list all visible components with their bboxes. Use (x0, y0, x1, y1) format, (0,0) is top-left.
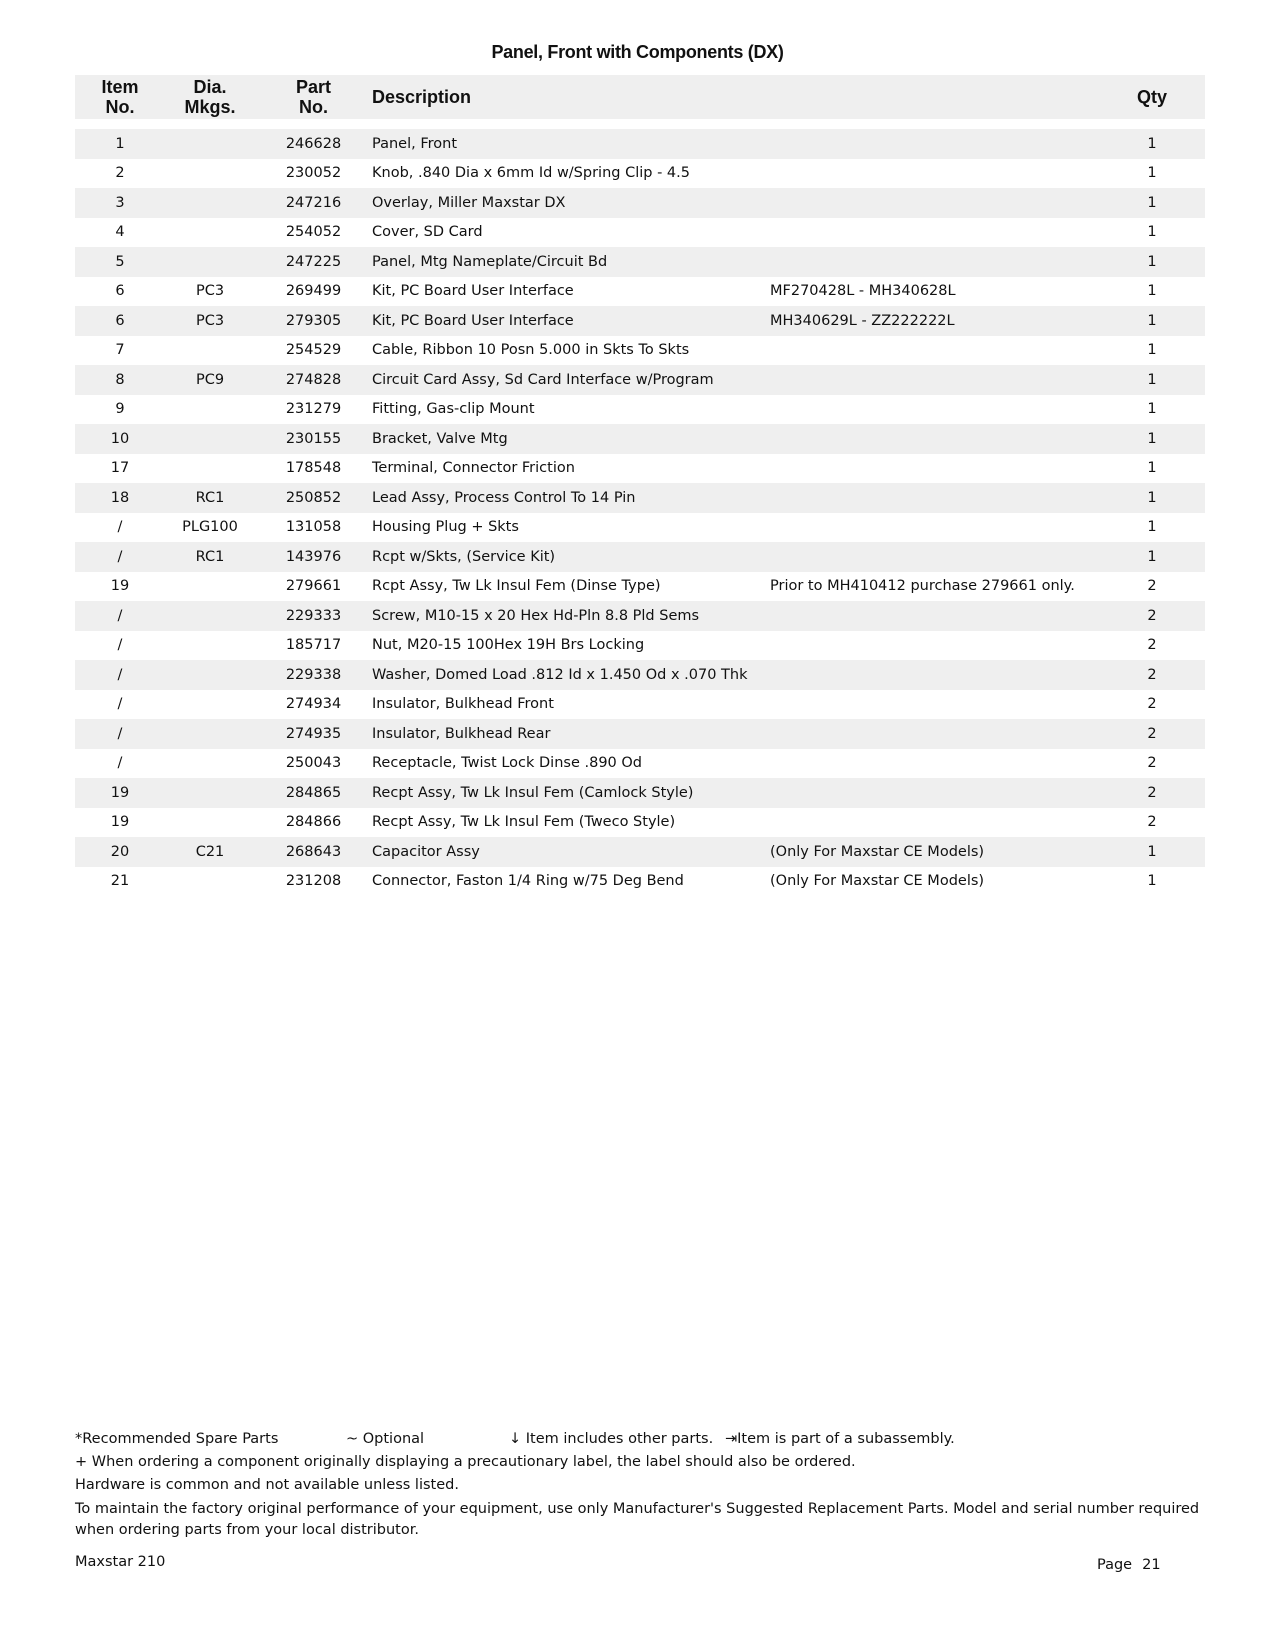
dia-mkgs-cell (165, 129, 255, 159)
dia-mkgs-cell (165, 631, 255, 661)
part-no-cell: 131058 (285, 519, 342, 536)
dia-mkgs-cell (165, 218, 255, 248)
qty-cell: 2 (1099, 778, 1205, 808)
header-part-line2: No. (299, 97, 328, 117)
footer-notes (75, 1428, 1205, 1541)
part-no-cell: 268643 (255, 837, 372, 867)
description-cell: Capacitor Assy (372, 837, 770, 867)
qty-cell: 1 (1147, 283, 1157, 300)
qty-cell: 1 (1147, 342, 1157, 359)
note-cell (770, 631, 1099, 661)
qty-cell: 2 (1147, 755, 1157, 772)
qty-cell: 1 (1099, 483, 1205, 513)
dia-mkgs-cell (165, 395, 255, 425)
item-no-cell: 3 (75, 188, 165, 218)
note-cell (770, 690, 1099, 720)
qty-cell: 2 (1099, 660, 1205, 690)
description-cell: Rcpt w/Skts, (Service Kit) (372, 542, 770, 572)
item-no-cell: 5 (75, 247, 165, 277)
legend-spare-parts: *Recommended Spare Parts (75, 1431, 279, 1447)
header-note (770, 75, 1099, 119)
part-no-cell: 229333 (255, 601, 372, 631)
dia-mkgs-cell (165, 867, 255, 897)
table-row (75, 837, 1205, 867)
part-no-cell: 231208 (285, 873, 342, 890)
qty-cell: 1 (1147, 165, 1157, 182)
item-no-cell: 4 (115, 224, 125, 241)
part-no-cell: 247225 (255, 247, 372, 277)
part-no-cell: 230052 (285, 165, 342, 182)
item-no-cell: 10 (75, 424, 165, 454)
note-cell (770, 778, 1099, 808)
item-no-cell: / (117, 696, 123, 713)
table-spacer (75, 119, 1205, 129)
note-cell (770, 188, 1099, 218)
dia-mkgs-cell (165, 247, 255, 277)
note-cell: (Only For Maxstar CE Models) (770, 837, 1099, 867)
qty-cell: 1 (1099, 542, 1205, 572)
item-no-cell: 6 (75, 306, 165, 336)
qty-cell: 1 (1147, 460, 1157, 477)
page-label: Page (1097, 1557, 1133, 1573)
qty-cell: 1 (1099, 365, 1205, 395)
qty-cell: 1 (1147, 224, 1157, 241)
part-no-cell: 178548 (285, 460, 342, 477)
table-row (75, 660, 1205, 690)
dia-mkgs-cell (165, 749, 255, 779)
description-cell: Receptacle, Twist Lock Dinse .890 Od (372, 755, 642, 772)
item-no-cell: 20 (75, 837, 165, 867)
legend-line (75, 1428, 1205, 1451)
description-cell: Cable, Ribbon 10 Posn 5.000 in Skts To Skts (372, 342, 690, 359)
dia-mkgs-cell (165, 690, 255, 720)
table-row (75, 395, 1205, 425)
table-row (75, 159, 1205, 189)
dia-mkgs-cell: PC3 (195, 283, 225, 300)
description-cell: Panel, Front (372, 129, 770, 159)
part-no-cell: 269499 (285, 283, 342, 300)
legend-part-of-subassembly: ⇥Item is part of a subassembly. (725, 1431, 955, 1447)
description-cell: Insulator, Bulkhead Rear (372, 719, 770, 749)
part-no-cell: 231279 (285, 401, 342, 418)
table-row (75, 365, 1205, 395)
table-row (75, 808, 1205, 838)
item-no-cell: 8 (75, 365, 165, 395)
description-cell: Housing Plug + Skts (372, 519, 519, 536)
item-no-cell: 6 (115, 283, 125, 300)
legend-includes-parts: ↓ Item includes other parts. (509, 1431, 714, 1447)
dia-mkgs-cell: PLG100 (182, 519, 238, 536)
part-no-cell: 279305 (255, 306, 372, 336)
item-no-cell: / (117, 637, 123, 654)
legend-optional: ~ Optional (346, 1431, 425, 1447)
description-cell: Lead Assy, Process Control To 14 Pin (372, 483, 770, 513)
qty-cell: 1 (1099, 247, 1205, 277)
maintain-note: To maintain the factory original performance of your equipment, use only Manufacturer's Suggested Replacement Parts. Model and serial number required when ordering parts from your local distributor. (75, 1501, 1200, 1538)
item-no-cell: / (117, 519, 123, 536)
part-no-cell: 229338 (255, 660, 372, 690)
qty-cell: 1 (1099, 188, 1205, 218)
description-cell: Kit, PC Board User Interface (372, 306, 770, 336)
note-cell (770, 159, 1099, 189)
description-cell: Cover, SD Card (372, 224, 483, 241)
table-row (75, 306, 1205, 336)
table-row (75, 631, 1205, 661)
note-cell (770, 129, 1099, 159)
header-description: Description (372, 75, 770, 119)
table-row (75, 513, 1205, 543)
dia-mkgs-cell (165, 424, 255, 454)
page-title: Panel, Front with Components (DX) (491, 42, 784, 62)
note-cell (770, 218, 1099, 248)
header-item-line2: No. (105, 97, 135, 117)
note-cell: Prior to MH410412 purchase 279661 only. (770, 578, 1075, 595)
table-row (75, 277, 1205, 307)
part-no-cell: 279661 (285, 578, 342, 595)
dia-mkgs-cell: PC9 (165, 365, 255, 395)
table-row (75, 690, 1205, 720)
table-row (75, 129, 1205, 159)
note-cell (770, 808, 1099, 838)
table-row (75, 188, 1205, 218)
note-cell: (Only For Maxstar CE Models) (770, 873, 985, 890)
model-name: Maxstar 210 (75, 1554, 166, 1570)
part-no-cell: 247216 (255, 188, 372, 218)
part-no-cell: 230155 (255, 424, 372, 454)
table-row (75, 778, 1205, 808)
table-row (75, 749, 1205, 779)
item-no-cell: 19 (110, 814, 130, 831)
part-no-cell: 284865 (255, 778, 372, 808)
qty-cell: 2 (1147, 814, 1157, 831)
qty-cell: 1 (1099, 129, 1205, 159)
note-cell (770, 542, 1099, 572)
dia-mkgs-cell (165, 159, 255, 189)
qty-cell: 1 (1147, 873, 1157, 890)
table-row (75, 719, 1205, 749)
part-no-cell: 254529 (285, 342, 342, 359)
description-cell: Insulator, Bulkhead Front (372, 696, 554, 713)
table-row (75, 218, 1205, 248)
qty-cell: 1 (1147, 401, 1157, 418)
table-row (75, 336, 1205, 366)
parts-table (75, 75, 1205, 896)
note-cell (770, 424, 1099, 454)
table-row (75, 483, 1205, 513)
header-dia-mkgs (165, 75, 255, 119)
part-no-cell: 185717 (285, 637, 342, 654)
description-cell: Screw, M10-15 x 20 Hex Hd-Pln 8.8 Pld Sems (372, 601, 770, 631)
qty-cell: 2 (1147, 578, 1157, 595)
description-cell: Recpt Assy, Tw Lk Insul Fem (Tweco Style) (372, 814, 676, 831)
table-row (75, 572, 1205, 602)
dia-mkgs-cell (165, 454, 255, 484)
precaution-note: + When ordering a component originally displaying a precautionary label, the label should also be ordered. (75, 1454, 856, 1470)
part-no-cell: 274934 (285, 696, 342, 713)
description-cell: Recpt Assy, Tw Lk Insul Fem (Camlock Style) (372, 778, 770, 808)
header-item-line1: Item (101, 77, 139, 97)
part-no-cell: 250852 (255, 483, 372, 513)
item-no-cell: 9 (115, 401, 125, 418)
dia-mkgs-cell (165, 572, 255, 602)
header-mkgs-line2: Mkgs. (184, 97, 236, 117)
description-cell: Bracket, Valve Mtg (372, 424, 770, 454)
qty-cell: 1 (1147, 519, 1157, 536)
table-row (75, 867, 1205, 897)
part-no-cell: 250043 (285, 755, 342, 772)
description-cell: Circuit Card Assy, Sd Card Interface w/Program (372, 365, 770, 395)
item-no-cell: 19 (75, 778, 165, 808)
part-no-cell: 254052 (285, 224, 342, 241)
note-cell (770, 454, 1099, 484)
note-cell (770, 749, 1099, 779)
description-cell: Overlay, Miller Maxstar DX (372, 188, 770, 218)
dia-mkgs-cell (165, 719, 255, 749)
item-no-cell: / (117, 755, 123, 772)
header-mkgs-line1: Dia. (193, 77, 227, 97)
note-cell: MF270428L - MH340628L (770, 283, 956, 300)
hardware-note: Hardware is common and not available unless listed. (75, 1477, 459, 1493)
header-item-no (75, 75, 165, 119)
description-cell: Panel, Mtg Nameplate/Circuit Bd (372, 247, 770, 277)
dia-mkgs-cell: PC3 (165, 306, 255, 336)
note-cell (770, 483, 1099, 513)
note-cell (770, 247, 1099, 277)
table-header-row (75, 75, 1205, 119)
table-row (75, 247, 1205, 277)
item-no-cell: 19 (110, 578, 130, 595)
part-no-cell: 274935 (255, 719, 372, 749)
table-row (75, 454, 1205, 484)
parts-table-body (75, 119, 1205, 896)
dia-mkgs-cell (165, 601, 255, 631)
dia-mkgs-cell (165, 808, 255, 838)
description-cell: Washer, Domed Load .812 Id x 1.450 Od x .070 Thk (372, 660, 770, 690)
dia-mkgs-cell (165, 336, 255, 366)
note-cell (770, 336, 1099, 366)
description-cell: Fitting, Gas-clip Mount (372, 401, 535, 418)
item-no-cell: / (75, 542, 165, 572)
part-no-cell: 274828 (255, 365, 372, 395)
part-no-cell: 143976 (255, 542, 372, 572)
qty-cell: 1 (1099, 424, 1205, 454)
item-no-cell: 2 (115, 165, 125, 182)
header-qty: Qty (1099, 75, 1205, 119)
item-no-cell: / (75, 601, 165, 631)
note-cell (770, 365, 1099, 395)
qty-cell: 2 (1147, 696, 1157, 713)
item-no-cell: 18 (75, 483, 165, 513)
header-part-line1: Part (295, 77, 331, 97)
part-no-cell: 284866 (285, 814, 342, 831)
description-cell: Kit, PC Board User Interface (372, 283, 574, 300)
dia-mkgs-cell: RC1 (165, 483, 255, 513)
description-cell: Nut, M20-15 100Hex 19H Brs Locking (372, 637, 645, 654)
dia-mkgs-cell (165, 778, 255, 808)
page-number-value: 21 (1142, 1557, 1161, 1573)
dia-mkgs-cell: RC1 (165, 542, 255, 572)
description-cell: Connector, Faston 1/4 Ring w/75 Deg Bend (372, 873, 684, 890)
description-cell: Terminal, Connector Friction (372, 460, 575, 477)
note-cell (770, 601, 1099, 631)
description-cell: Rcpt Assy, Tw Lk Insul Fem (Dinse Type) (372, 578, 661, 595)
dia-mkgs-cell (165, 188, 255, 218)
page-number (1097, 1557, 1161, 1573)
item-no-cell: 7 (115, 342, 125, 359)
note-cell (770, 660, 1099, 690)
description-cell: Knob, .840 Dia x 6mm Id w/Spring Clip - 4.5 (372, 165, 690, 182)
item-no-cell: / (75, 719, 165, 749)
note-cell (770, 395, 1099, 425)
qty-cell: 1 (1099, 837, 1205, 867)
dia-mkgs-cell: C21 (165, 837, 255, 867)
qty-cell: 2 (1099, 601, 1205, 631)
note-cell: MH340629L - ZZ222222L (770, 306, 1099, 336)
note-cell (770, 719, 1099, 749)
part-no-cell: 246628 (255, 129, 372, 159)
dia-mkgs-cell (165, 660, 255, 690)
item-no-cell: / (75, 660, 165, 690)
item-no-cell: 21 (110, 873, 130, 890)
note-cell (770, 513, 1099, 543)
qty-cell: 2 (1147, 637, 1157, 654)
qty-cell: 2 (1099, 719, 1205, 749)
table-row (75, 424, 1205, 454)
table-row (75, 542, 1205, 572)
table-row (75, 601, 1205, 631)
item-no-cell: 17 (110, 460, 130, 477)
header-part-no (255, 75, 372, 119)
qty-cell: 1 (1099, 306, 1205, 336)
item-no-cell: 1 (75, 129, 165, 159)
